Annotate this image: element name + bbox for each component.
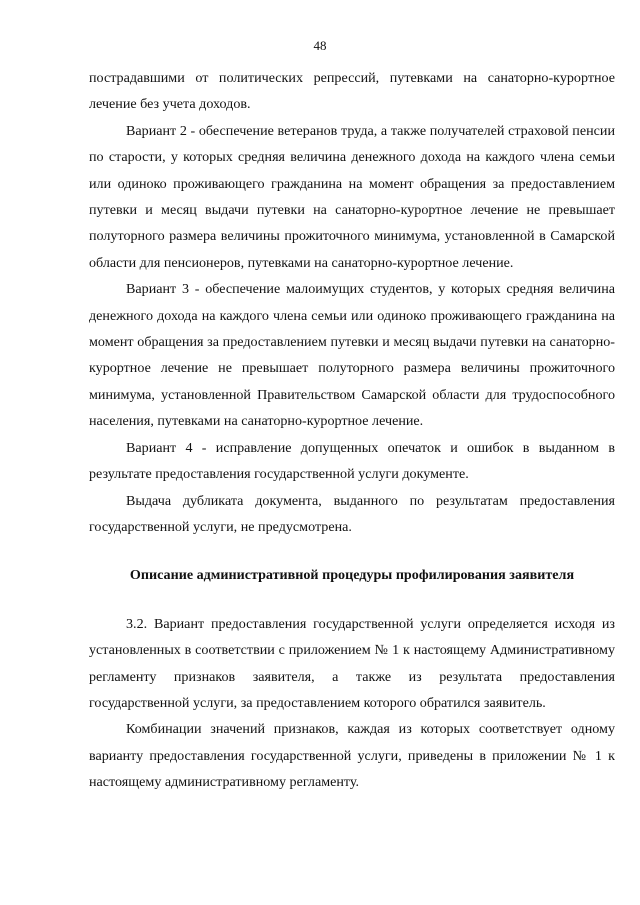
paragraph-duplicate: Выдача дубликата документа, выданного по результатам предоставления государственной услуги, не предусмотрена. [89, 492, 615, 535]
page-number: 48 [313, 38, 327, 53]
paragraph-3-2: 3.2. Вариант предоставления государственной услуги определяется исходя из установленных в соответствии с приложением № 1 к настоящему Административному регламенту признаков заявителя, а также из результата предоставления государственной услуги, за предоставлением которого обратился заявитель. [89, 615, 615, 711]
paragraph-variant-3: Вариант 3 - обеспечение малоимущих студентов, у которых средняя величина денежного дохода на каждого члена семьи или одиноко проживающего гражданина на момент обращения за предоставлением путевки и месяц выдачи путевки на санаторно-курортное лечение не превышает полуторного размера величины прожиточного минимума, установленной Правительством Самарской области для трудоспособного населения, путевками на санаторно-курортное лечение. [89, 281, 615, 430]
paragraph-combinations: Комбинации значений признаков, каждая из которых соответствует одному варианту предоставления государственной услуги, приведены в приложении № 1 к настоящему административному регламенту. [89, 721, 615, 791]
paragraph-variant-4: Вариант 4 - исправление допущенных опечаток и ошибок в выданном в результате предоставления государственной услуги документе. [89, 439, 615, 483]
section-heading: Описание административной процедуры профилирования заявителя [129, 567, 575, 584]
paragraph-variant-2: Вариант 2 - обеспечение ветеранов труда, а также получателей страховой пенсии по старости, у которых средняя величина денежного дохода на каждого члена семьи или одиноко проживающего гражданина на момент обращения за предоставлением путевки и месяц выдачи путевки на санаторно-курортное лечение не превышает полуторного размера величины прожиточного минимума, установленной в Самарской области для пенсионеров, путевками на санаторно-курортное лечение. [89, 122, 615, 271]
paragraph-continuation: пострадавшими от политических репрессий, путевками на санаторно-курортное лечение без учета доходов. [89, 70, 615, 113]
document-body [89, 65, 615, 796]
